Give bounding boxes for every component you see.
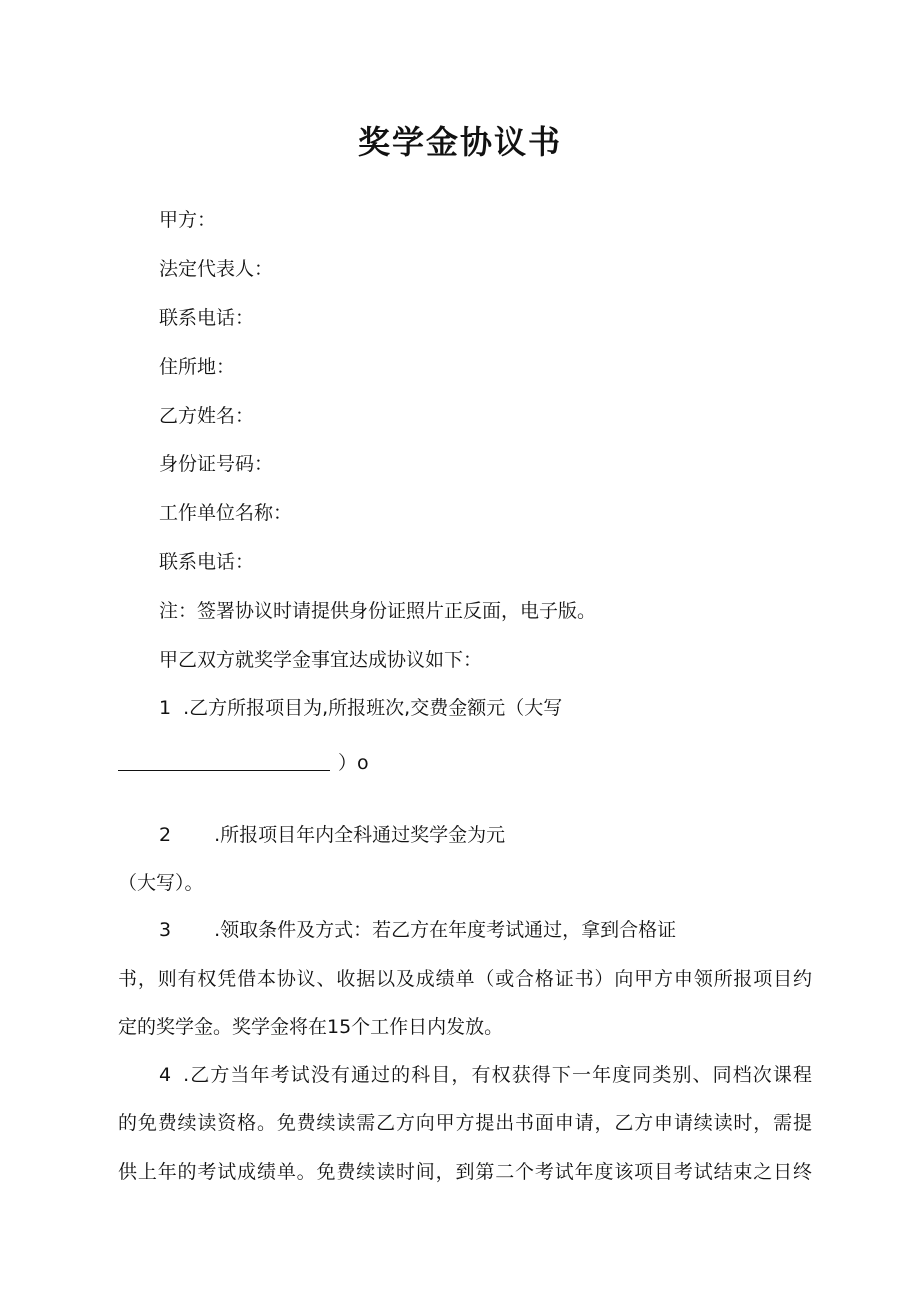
clause-4-line-2: 的免费续读资格。免费续读需乙方向甲方提出书面申请，乙方申请续读时，需提: [118, 1112, 812, 1134]
clause-3-line-3: 定的奖学金。奖学金将在15个工作日内发放。: [118, 1016, 504, 1038]
clause-1-close: ）o: [338, 752, 369, 774]
document-title: 奖学金协议书: [357, 123, 562, 161]
clause-3: [159, 915, 676, 945]
field-party-a: 甲方：: [159, 209, 217, 231]
clause-3-number: 3: [159, 919, 172, 941]
clause-4-line-3: 供上年的考试成绩单。免费续读时间，到第二个考试年度该项目考试结束之日终: [118, 1161, 812, 1183]
field-party-b-name: 乙方姓名：: [159, 405, 255, 427]
clause-2: [159, 820, 505, 850]
field-employer: 工作单位名称：: [159, 502, 293, 524]
clause-4-text: .乙方当年考试没有通过的科目，有权获得下一年度同类别、同档次课程: [183, 1064, 812, 1086]
clause-2-number: 2: [159, 824, 172, 846]
field-legal-rep: 法定代表人：: [159, 258, 274, 280]
clause-3-line-2: 书，则有权凭借本协议、收据以及成绩单（或合格证书）向甲方申领所报项目约: [118, 968, 812, 990]
field-id-number: 身份证号码：: [159, 453, 274, 475]
blank-line: [118, 756, 330, 771]
intro-text: 甲乙双方就奖学金事宜达成协议如下：: [159, 649, 483, 671]
field-phone-a: 联系电话：: [159, 307, 255, 329]
field-address: 住所地：: [159, 356, 236, 378]
clause-1: [159, 693, 562, 723]
clause-2-text: .所报项目年内全科通过奖学金为元: [214, 824, 506, 846]
clause-3-text: .领取条件及方式：若乙方在年度考试通过，拿到合格证: [214, 919, 677, 941]
clause-1-number: 1: [159, 697, 172, 719]
clause-4-number: 4: [159, 1064, 172, 1086]
field-phone-b: 联系电话：: [159, 551, 255, 573]
clause-2-continuation: （大写）。: [118, 872, 204, 894]
clause-1-text: .乙方所报项目为,所报班次,交费金额元（大写: [183, 697, 563, 719]
clause-4: [159, 1060, 812, 1090]
note-text: 注：签署协议时请提供身份证照片正反面，电子版。: [159, 600, 597, 622]
clause-1-continuation: [118, 748, 369, 778]
